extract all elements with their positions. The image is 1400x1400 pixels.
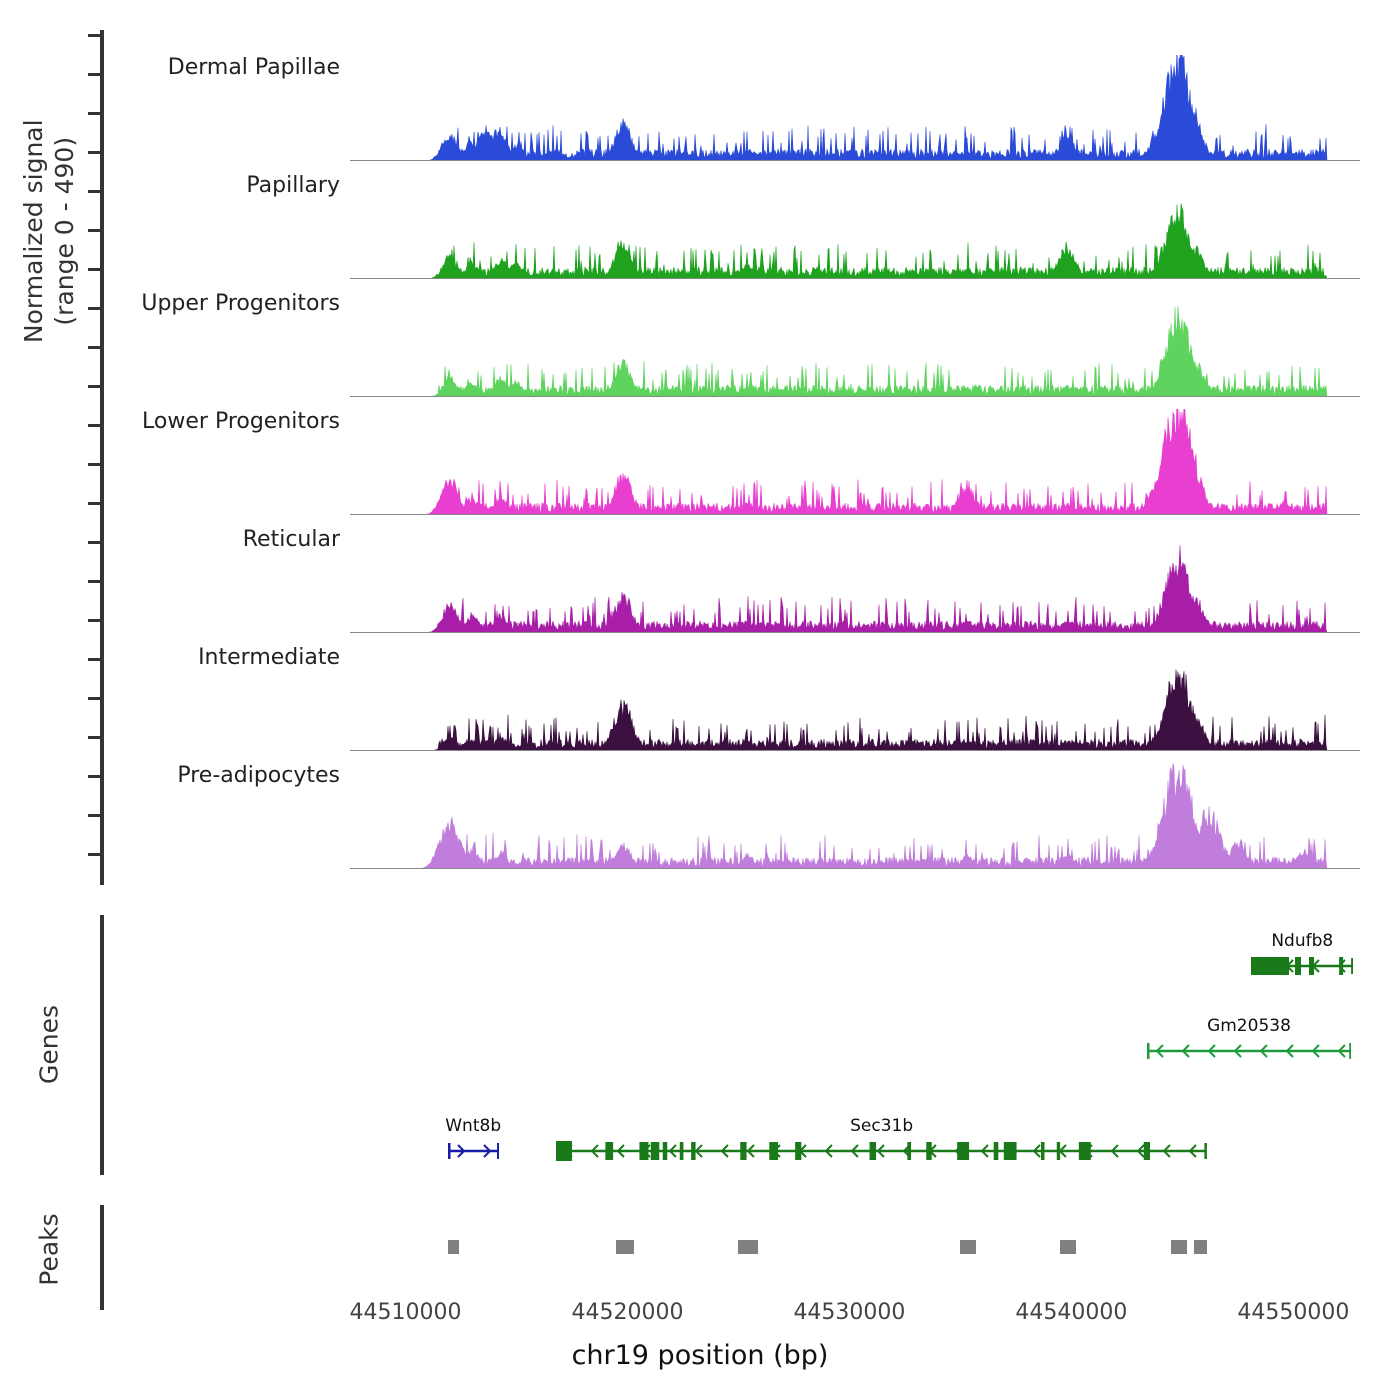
gene-glyph — [556, 1140, 1206, 1162]
track-label: Pre-adipocytes — [177, 763, 340, 788]
signal-track — [0, 645, 1400, 763]
y-axis-tick — [88, 229, 102, 232]
signal-trace — [350, 763, 1360, 869]
signal-trace — [350, 645, 1360, 751]
signal-track — [0, 527, 1400, 645]
track-baseline — [350, 868, 1360, 869]
y-axis-tick — [88, 541, 102, 544]
y-axis-tick — [88, 151, 102, 154]
track-baseline — [350, 632, 1360, 633]
y-axis-tick — [88, 268, 102, 271]
y-axis-tick — [88, 307, 102, 310]
gene-glyph — [1147, 1040, 1351, 1062]
y-axis-tick — [88, 385, 102, 388]
y-axis-tick — [88, 853, 102, 856]
track-label: Reticular — [242, 527, 340, 552]
genes-axis-spine — [100, 915, 104, 1175]
x-axis-tick-label: 44550000 — [1237, 1300, 1350, 1325]
peak-marker[interactable] — [738, 1240, 758, 1254]
peak-marker[interactable] — [448, 1240, 459, 1254]
track-baseline — [350, 278, 1360, 279]
track-plot — [350, 645, 1360, 751]
track-plot — [350, 173, 1360, 279]
x-axis-tick-label: 44540000 — [1015, 1300, 1128, 1325]
track-plot — [350, 291, 1360, 397]
gene-model[interactable] — [1147, 1040, 1351, 1062]
track-label: Lower Progenitors — [142, 409, 340, 434]
gene-label: Ndufb8 — [1271, 931, 1334, 951]
signal-trace — [350, 291, 1360, 397]
y-axis-tick — [88, 424, 102, 427]
y-axis-tick — [88, 619, 102, 622]
track-baseline — [350, 750, 1360, 751]
y-axis-tick — [88, 346, 102, 349]
y-axis-tick — [88, 112, 102, 115]
y-axis-tick — [88, 697, 102, 700]
track-plot — [350, 763, 1360, 869]
signal-track — [0, 55, 1400, 173]
y-axis-tick — [88, 736, 102, 739]
signal-track — [0, 409, 1400, 527]
gene-label: Sec31b — [850, 1116, 914, 1136]
track-plot — [350, 409, 1360, 515]
track-baseline — [350, 514, 1360, 515]
track-label: Papillary — [246, 173, 340, 198]
y-axis-label-line2: (range 0 - 490) — [50, 136, 79, 326]
track-baseline — [350, 160, 1360, 161]
peak-marker[interactable] — [960, 1240, 976, 1254]
signal-track — [0, 763, 1400, 881]
peak-marker[interactable] — [1171, 1240, 1187, 1254]
peak-marker[interactable] — [616, 1240, 634, 1254]
genes-panel-label: Genes — [34, 1005, 64, 1085]
gene-model[interactable] — [556, 1140, 1206, 1162]
y-axis-tick — [88, 814, 102, 817]
peak-marker[interactable] — [1060, 1240, 1076, 1254]
y-axis-tick — [88, 190, 102, 193]
x-axis-tick-label: 44510000 — [349, 1300, 462, 1325]
signal-track — [0, 173, 1400, 291]
gene-model[interactable] — [1251, 955, 1353, 977]
peaks-panel-label: Peaks — [34, 1213, 64, 1286]
x-axis-tick-label: 44520000 — [571, 1300, 684, 1325]
y-axis-tick — [88, 463, 102, 466]
track-label: Upper Progenitors — [141, 291, 340, 316]
signal-trace — [350, 527, 1360, 633]
peak-marker[interactable] — [1194, 1240, 1207, 1254]
gene-glyph — [448, 1140, 499, 1162]
track-baseline — [350, 396, 1360, 397]
signal-trace — [350, 173, 1360, 279]
y-axis-tick — [88, 73, 102, 76]
y-axis-label-line1: Normalized signal — [18, 119, 48, 344]
gene-glyph — [1251, 955, 1353, 977]
gene-model[interactable] — [448, 1140, 499, 1162]
gene-label: Gm20538 — [1207, 1016, 1291, 1036]
y-axis-tick — [88, 775, 102, 778]
x-axis-label: chr19 position (bp) — [571, 1340, 829, 1371]
track-label: Intermediate — [198, 645, 340, 670]
y-axis-tick — [88, 580, 102, 583]
peaks-axis-spine — [100, 1205, 104, 1310]
gene-label: Wnt8b — [445, 1116, 502, 1136]
signal-trace — [350, 55, 1360, 161]
y-axis-tick — [88, 658, 102, 661]
track-plot — [350, 55, 1360, 161]
signal-trace — [350, 409, 1360, 515]
signal-track — [0, 291, 1400, 409]
y-axis-tick — [88, 34, 102, 37]
y-axis-tick — [88, 502, 102, 505]
track-label: Dermal Papillae — [167, 55, 340, 80]
track-plot — [350, 527, 1360, 633]
x-axis-tick-label: 44530000 — [793, 1300, 906, 1325]
